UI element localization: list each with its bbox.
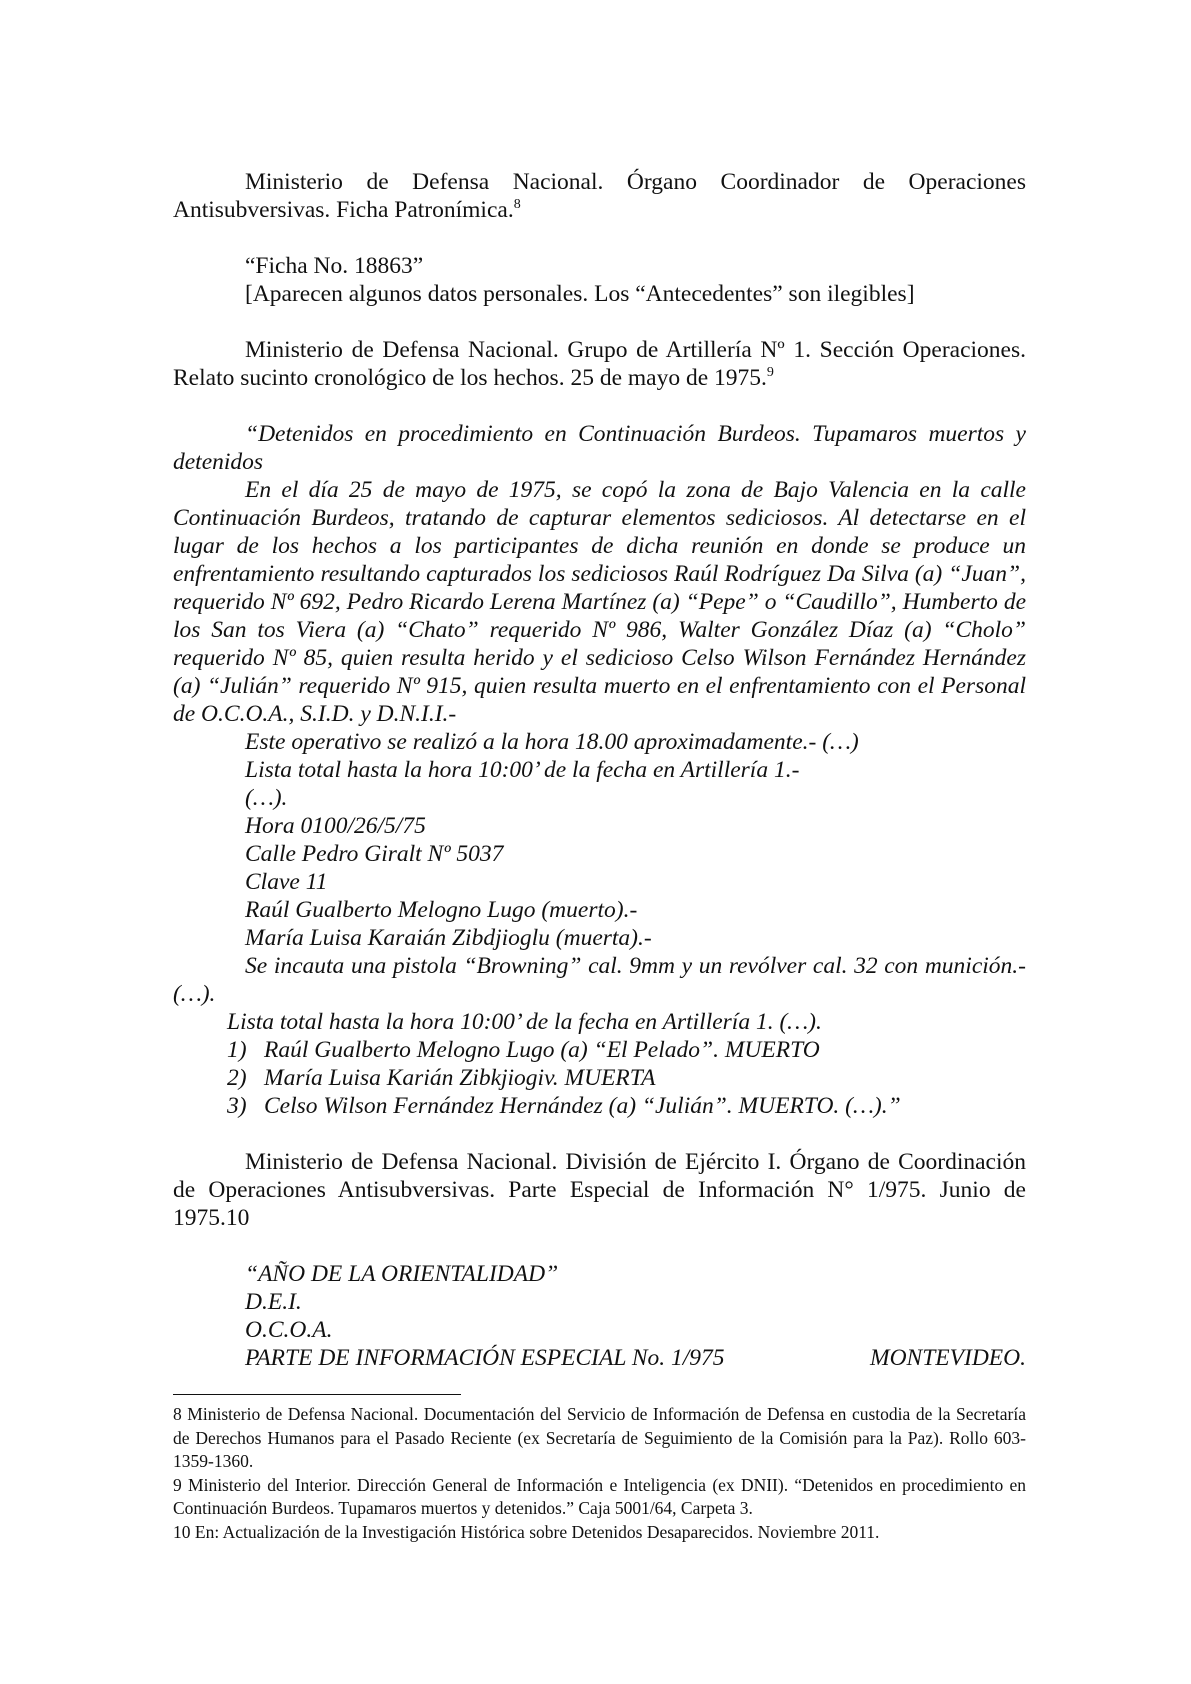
quote-line: Este operativo se realizó a la hora 18.00 aproximadamente.- (…) xyxy=(245,729,859,755)
quote-line: Lista total hasta la hora 10:00’ de la fecha en Artillería 1.- xyxy=(245,757,800,783)
quote-line: (…). xyxy=(245,785,288,811)
parte-place: MONTEVIDEO. xyxy=(870,1345,1026,1371)
quote-line: Hora 0100/26/5/75 xyxy=(245,813,426,839)
paragraph-ficha-source xyxy=(173,168,1026,224)
footnote: 8 Ministerio de Defensa Nacional. Documentación del Servicio de Información de Defensa en custodia de la Secretaría de Derechos Humanos para el Pasado Reciente (ex Secretaría de Seguimiento de la Comisión para la Paz). Rollo 603-1359-1360. xyxy=(173,1404,1026,1471)
footnote: 10 En: Actualización de la Investigación Histórica sobre Detenidos Desaparecidos. Noviembre 2011. xyxy=(173,1521,880,1542)
parte-header-row xyxy=(173,1344,1026,1372)
document-body xyxy=(173,168,1026,1372)
list-number: 2) xyxy=(227,1065,247,1091)
quote-line: Clave 11 xyxy=(245,869,328,895)
quote-list-title: Lista total hasta la hora 10:00’ de la fecha en Artillería 1. (…). xyxy=(227,1009,822,1035)
paragraph-text: Ministerio de Defensa Nacional. Grupo de Artillería Nº 1. Sección Operaciones. Relato sucinto cronológico de los hechos. 25 de mayo de 1975. xyxy=(173,337,1026,391)
quote-seizure: Se incauta una pistola “Browning” cal. 9mm y un revólver cal. 32 con munición.- (…). xyxy=(173,953,1026,1007)
quote-body: En el día 25 de mayo de 1975, se copó la zona de Bajo Valencia en la calle Continuación Burdeos, tratando de capturar elementos sediciosos. Al detectarse en el lugar de los hechos a los participantes de dicha reunión en donde se produce un enfrentamiento resultando capturados los sediciosos Raúl Rodríguez Da Silva (a) “Juan”, requerido Nº 692, Pedro Ricardo Lerena Martínez (a) “Pepe” o “Caudillo”, Humberto de los San tos Viera (a) “Chato” requerido Nº 986, Walter González Díaz (a) “Cholo” requerido Nº 85, quien resulta herido y el sedicioso Celso Wilson Fernández Hernández (a) “Julián” requerido Nº 915, quien resulta muerto en el enfrentamiento con el Personal de O.C.O.A., S.I.D. y D.N.I.I.- xyxy=(173,477,1026,727)
header-line: O.C.O.A. xyxy=(245,1317,333,1343)
casualty-list xyxy=(173,1036,1026,1120)
list-text: María Luisa Karián Zibkjiogiv. MUERTA xyxy=(264,1065,656,1091)
paragraph-parte-source: Ministerio de Defensa Nacional. División de Ejército I. Órgano de Coordinación de Operaciones Antisubversivas. Parte Especial de Información N° 1/975. Junio de 1975.10 xyxy=(173,1149,1026,1231)
footnote-ref[interactable]: 8 xyxy=(513,197,521,212)
quote-line: María Luisa Karaián Zibdjioglu (muerta).- xyxy=(245,925,652,951)
footnote: 9 Ministerio del Interior. Dirección General de Información e Inteligencia (ex DNII). “Detenidos en procedimiento en Continuación Burdeos. Tupamaros muertos y detenidos.” Caja 5001/64, Carpeta 3. xyxy=(173,1474,1026,1518)
list-item xyxy=(173,1036,1026,1064)
quote-title: “Detenidos en procedimiento en Continuación Burdeos. Tupamaros muertos y detenidos xyxy=(173,421,1026,475)
quote-line: Calle Pedro Giralt Nº 5037 xyxy=(245,841,504,867)
list-text: Raúl Gualberto Melogno Lugo (a) “El Pelado”. MUERTO xyxy=(264,1037,820,1063)
paragraph-text: Ministerio de Defensa Nacional. Órgano Coordinador de Operaciones Antisubversivas. Ficha Patronímica. xyxy=(173,169,1026,223)
list-number: 1) xyxy=(227,1037,247,1063)
header-line: “AÑO DE LA ORIENTALIDAD” xyxy=(245,1261,559,1287)
footnote-separator xyxy=(173,1394,461,1395)
header-line: D.E.I. xyxy=(245,1289,302,1315)
list-text: Celso Wilson Fernández Hernández (a) “Julián”. MUERTO. (…).” xyxy=(264,1093,901,1119)
footnotes xyxy=(173,1403,1026,1544)
parte-title: PARTE DE INFORMACIÓN ESPECIAL No. 1/975 xyxy=(245,1345,725,1371)
list-number: 3) xyxy=(227,1093,247,1119)
paragraph-relato-source xyxy=(173,336,1026,392)
list-item xyxy=(173,1092,1026,1120)
quote-line: Raúl Gualberto Melogno Lugo (muerto).- xyxy=(245,897,638,923)
footnote-ref[interactable]: 9 xyxy=(766,365,774,380)
ficha-number: “Ficha No. 18863” xyxy=(245,253,424,279)
ficha-note: [Aparecen algunos datos personales. Los “Antecedentes” son ilegibles] xyxy=(245,281,915,307)
list-item xyxy=(173,1064,1026,1092)
